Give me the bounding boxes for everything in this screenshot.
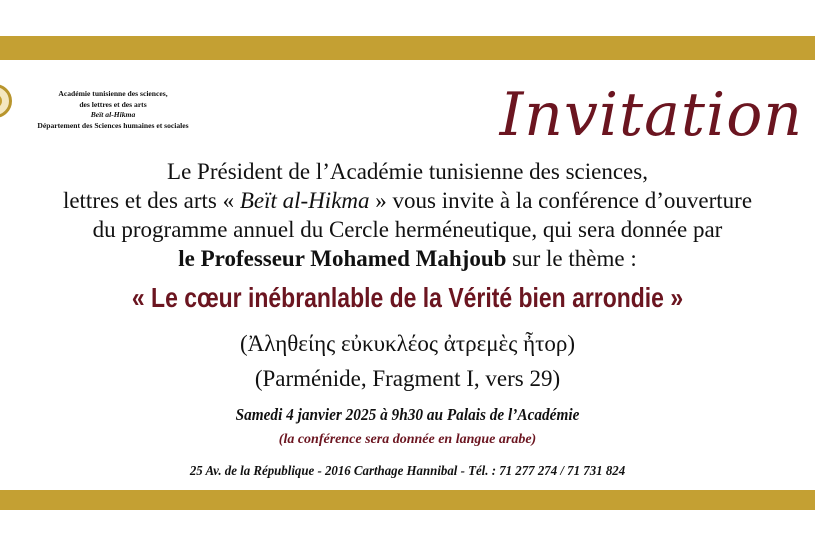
academy-emblem-icon [0, 84, 12, 118]
org-line-2: des lettres et des arts [79, 99, 147, 109]
body-line-3: du programme annuel du Cercle herméneutique, qui sera donnée par [92, 217, 723, 242]
body-line-2 [0, 187, 815, 215]
body-line-1: Le Président de l’Académie tunisienne des sciences, [167, 159, 648, 184]
language-note: (la conférence sera donnée en langue arabe) [278, 432, 537, 447]
conference-theme: « Le cœur inébranlable de la Vérité bien arrondie » [131, 282, 684, 313]
org-line-1: Académie tunisienne des sciences, [58, 89, 168, 98]
address-line: 25 Av. de la République - 2016 Carthage Hannibal - Tél. : 71 277 274 / 71 731 824 [189, 464, 626, 479]
bottom-gold-band [0, 490, 815, 510]
top-gold-band [0, 36, 815, 60]
greek-quote: (Ἀληθείης εὐκυκλέος ἀτρεμὲς ἦτορ) [240, 331, 575, 356]
body-line-4 [0, 245, 815, 273]
invitation-title: Invitation [499, 80, 803, 150]
body-line-4-b: sur le thème : [506, 246, 637, 271]
body-line-2-c: » vous invite à la conférence d’ouverture [369, 188, 753, 213]
speaker-name: le Professeur Mohamed Mahjoub [178, 246, 507, 271]
org-line-4: Département des Sciences humaines et sociales [37, 120, 189, 130]
org-line-3: Beït al-Hikma [90, 110, 136, 119]
body-line-2-name: Beït al-Hikma [239, 188, 370, 213]
body-line-2-a: lettres et des arts « [62, 188, 240, 213]
event-date: Samedi 4 janvier 2025 à 9h30 au Palais de l’Académie [235, 405, 580, 424]
organization-header [18, 89, 208, 131]
quote-source: (Parménide, Fragment I, vers 29) [254, 366, 561, 391]
